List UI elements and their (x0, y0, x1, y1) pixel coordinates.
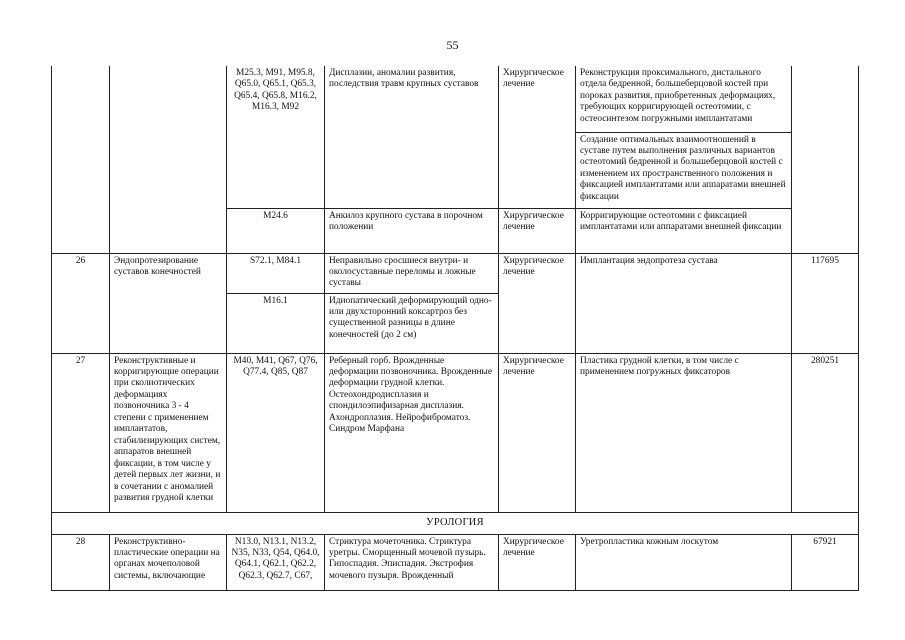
cost-cell: 67921 (792, 534, 859, 590)
icd-codes-cell: M24.6 (227, 208, 325, 253)
treatment-type-cell: Хирургическое лечение (499, 534, 576, 590)
treatment-type-cell: Хирургическое лечение (499, 208, 576, 253)
treatment-method-cell: Имплантация эндопротеза сустава (576, 253, 792, 353)
cost-cell: 280251 (792, 353, 859, 512)
row-number-cell: 27 (52, 353, 110, 512)
patient-model-cell: Реберный горб. Врожденные деформации позвоночника. Врожденные деформации грудной клетки. Остеохондродисплазия и спондилоэпифизарная дисплазия. Ахондроплазия. Нейрофиброматоз. Синдром Марфана (325, 353, 499, 512)
icd-codes-cell: M16.1 (227, 293, 325, 353)
treatment-type-cell: Хирургическое лечение (499, 253, 576, 353)
icd-codes-cell: S72.1, M84.1 (227, 253, 325, 293)
table-row (52, 534, 859, 590)
row-number-cell: 26 (52, 253, 110, 353)
cost-cell: 117695 (792, 253, 859, 353)
treatment-method-cell: Создание оптимальных взаимоотношений в суставе путем выполнения различных вариантов остеотомий бедренной и большеберцовой костей с изменением их пространственного положения и фиксацией имплантатами или аппаратами внешней фиксации (576, 132, 792, 208)
treatment-method-cell: Корригирующие остеотомии с фиксацией имплантатами или аппаратами внешней фиксации (576, 208, 792, 253)
section-title: УРОЛОГИЯ (52, 512, 859, 534)
table-row (52, 353, 859, 512)
patient-model-cell: Стриктура мочеточника. Стриктура уретры. Сморщенный мочевой пузырь. Гипоспадия. Эписпадия. Экстрофия мочевого пузыря. Врожденный (325, 534, 499, 590)
row-name-cell: Реконструктивные и корригирующие операции при сколиотических деформациях позвоночника 3 - 4 степени с применением имплантатов, стабилизирующих систем, аппаратов внешней фиксации, в том числе у детей первых лет жизни, и в сочетании с аномалией развития грудной клетки (110, 353, 227, 512)
icd-codes-cell: M25.3, M91, M95.8, Q65.0, Q65.1, Q65.3, Q65.4, Q65.8, M16.2, M16.3, M92 (227, 66, 325, 208)
table-row (52, 66, 859, 132)
icd-codes-cell: N13.0, N13.1, N13.2, N35, N33, Q54, Q64.0, Q64.1, Q62.1, Q62.2, Q62.3, Q62.7, C67, (227, 534, 325, 590)
row-name-cell (110, 66, 227, 253)
treatment-type-cell: Хирургическое лечение (499, 66, 576, 208)
page-number: 55 (446, 38, 459, 52)
row-number-cell: 28 (52, 534, 110, 590)
patient-model-cell: Неправильно сросшиеся внутри- и околосуставные переломы и ложные суставы (325, 253, 499, 293)
patient-model-cell: Анкилоз крупного сустава в порочном положении (325, 208, 499, 253)
row-number-cell (52, 66, 110, 253)
table-row (52, 253, 859, 293)
section-row (52, 512, 859, 534)
patient-model-cell: Идиопатический деформирующий одно- или двухсторонний коксартроз без существенной разницы в длине конечностей (до 2 см) (325, 293, 499, 353)
treatment-type-cell: Хирургическое лечение (499, 353, 576, 512)
treatment-method-cell: Уретропластика кожным лоскутом (576, 534, 792, 590)
row-name-cell: Эндопротезирование суставов конечностей (110, 253, 227, 353)
icd-codes-cell: M40, M41, Q67, Q76, Q77.4, Q85, Q87 (227, 353, 325, 512)
treatment-method-cell: Реконструкция проксимального, дистального отдела бедренной, большеберцовой костей при пороках развития, приобретенных деформациях, требующих корригирующей остеотомии, с остеосинтезом погружными имплантатами (576, 66, 792, 132)
treatment-table (51, 66, 859, 591)
treatment-method-cell: Пластика грудной клетки, в том числе с применением погружных фиксаторов (576, 353, 792, 512)
cost-cell (792, 66, 859, 253)
patient-model-cell: Дисплазии, аномалии развития, последствия травм крупных суставов (325, 66, 499, 208)
row-name-cell: Реконструктивно-пластические операции на органах мочеполовой системы, включающие (110, 534, 227, 590)
